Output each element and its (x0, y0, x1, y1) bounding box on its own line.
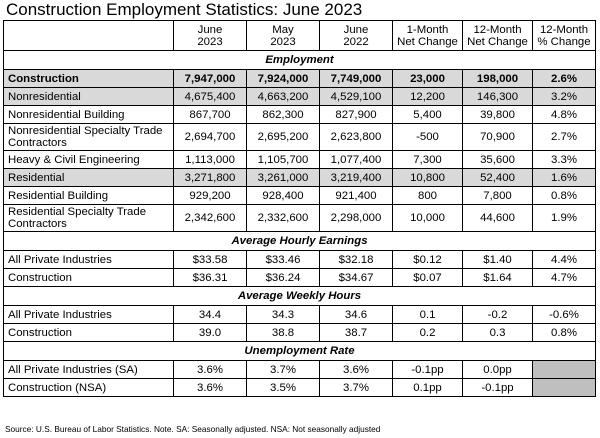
value-cell: 3.3% (533, 151, 596, 169)
table-row (4, 124, 596, 151)
column-header-row (4, 21, 596, 51)
section-heading: Average Weekly Hours (4, 287, 596, 306)
value-cell: 10,800 (393, 169, 463, 187)
value-cell: -0.2 (463, 306, 533, 324)
value-cell: 146,300 (463, 88, 533, 106)
value-cell: 2,623,800 (320, 124, 393, 151)
value-cell: 3.6% (174, 379, 247, 397)
row-label: Residential (4, 169, 174, 187)
value-cell: $36.31 (174, 269, 247, 287)
value-cell (533, 379, 596, 397)
value-cell: 198,000 (463, 70, 533, 88)
value-cell: 70,900 (463, 124, 533, 151)
value-cell: -0.1pp (463, 379, 533, 397)
section-heading-row (4, 342, 596, 361)
value-cell: 2,332,600 (247, 205, 320, 232)
value-cell: 928,400 (247, 187, 320, 205)
value-cell: 35,600 (463, 151, 533, 169)
value-cell: 0.2 (393, 324, 463, 342)
value-cell: -0.1pp (393, 361, 463, 379)
value-cell: 39,800 (463, 106, 533, 124)
row-label: Nonresidential Specialty Trade Contractors (4, 124, 174, 151)
value-cell: 0.1pp (393, 379, 463, 397)
header-corner-cell (4, 21, 174, 51)
value-cell: 0.8% (533, 187, 596, 205)
table-row (4, 106, 596, 124)
value-cell: 39.0 (174, 324, 247, 342)
table-row (4, 187, 596, 205)
value-cell: 5,400 (393, 106, 463, 124)
section-heading-row (4, 287, 596, 306)
row-label: All Private Industries (4, 251, 174, 269)
value-cell: 34.3 (247, 306, 320, 324)
value-cell: $33.46 (247, 251, 320, 269)
value-cell: 7,947,000 (174, 70, 247, 88)
table-row (4, 151, 596, 169)
section-heading: Unemployment Rate (4, 342, 596, 361)
value-cell: 1,077,400 (320, 151, 393, 169)
value-cell: 7,800 (463, 187, 533, 205)
row-label: All Private Industries (4, 306, 174, 324)
section-heading: Average Hourly Earnings (4, 232, 596, 251)
row-label: All Private Industries (SA) (4, 361, 174, 379)
value-cell: -500 (393, 124, 463, 151)
value-cell: 3,261,000 (247, 169, 320, 187)
value-cell: $33.58 (174, 251, 247, 269)
row-label: Residential Specialty Trade Contractors (4, 205, 174, 232)
value-cell: 1,113,000 (174, 151, 247, 169)
row-label: Nonresidential (4, 88, 174, 106)
table-row (4, 324, 596, 342)
section-heading: Employment (4, 51, 596, 70)
value-cell: 34.6 (320, 306, 393, 324)
value-cell: 3.6% (320, 361, 393, 379)
value-cell: $34.67 (320, 269, 393, 287)
value-cell: 10,000 (393, 205, 463, 232)
value-cell: 3.7% (247, 361, 320, 379)
value-cell: 929,200 (174, 187, 247, 205)
statistics-table (3, 20, 596, 397)
table-row (4, 269, 596, 287)
value-cell: 1.9% (533, 205, 596, 232)
value-cell: 2,694,700 (174, 124, 247, 151)
value-cell: 2.6% (533, 70, 596, 88)
value-cell: -0.6% (533, 306, 596, 324)
value-cell: 0.1 (393, 306, 463, 324)
value-cell: 52,400 (463, 169, 533, 187)
row-label: Construction (4, 324, 174, 342)
value-cell: 44,600 (463, 205, 533, 232)
table-row (4, 205, 596, 232)
table-row (4, 70, 596, 88)
table-row (4, 88, 596, 106)
value-cell: 921,400 (320, 187, 393, 205)
table-row (4, 379, 596, 397)
value-cell: 3.5% (247, 379, 320, 397)
value-cell: 3,219,400 (320, 169, 393, 187)
row-label: Construction (4, 70, 174, 88)
value-cell: 3.2% (533, 88, 596, 106)
value-cell (533, 361, 596, 379)
value-cell: $1.40 (463, 251, 533, 269)
value-cell: $0.12 (393, 251, 463, 269)
value-cell: 7,300 (393, 151, 463, 169)
section-heading-row (4, 51, 596, 70)
value-cell: 3.6% (174, 361, 247, 379)
column-header: 1-Month Net Change (393, 21, 463, 51)
table-row (4, 306, 596, 324)
value-cell: 23,000 (393, 70, 463, 88)
column-header: 12-Month Net Change (463, 21, 533, 51)
value-cell: 3,271,800 (174, 169, 247, 187)
value-cell: $0.07 (393, 269, 463, 287)
value-cell: 4,663,200 (247, 88, 320, 106)
table-row (4, 361, 596, 379)
row-label: Residential Building (4, 187, 174, 205)
value-cell: $1.64 (463, 269, 533, 287)
row-label: Heavy & Civil Engineering (4, 151, 174, 169)
value-cell: 3.7% (320, 379, 393, 397)
value-cell: 2,695,200 (247, 124, 320, 151)
value-cell: 0.3 (463, 324, 533, 342)
value-cell: 4,675,400 (174, 88, 247, 106)
value-cell: 4.7% (533, 269, 596, 287)
value-cell: $32.18 (320, 251, 393, 269)
page-title: Construction Employment Statistics: June 2023 (6, 0, 363, 19)
value-cell: 0.0pp (463, 361, 533, 379)
value-cell: 867,700 (174, 106, 247, 124)
value-cell: 38.7 (320, 324, 393, 342)
value-cell: 1.6% (533, 169, 596, 187)
section-heading-row (4, 232, 596, 251)
value-cell: 38.8 (247, 324, 320, 342)
value-cell: 2,298,000 (320, 205, 393, 232)
row-label: Construction (4, 269, 174, 287)
table-row (4, 169, 596, 187)
value-cell: 4.4% (533, 251, 596, 269)
column-header: June 2022 (320, 21, 393, 51)
value-cell: $36.24 (247, 269, 320, 287)
column-header: 12-Month % Change (533, 21, 596, 51)
value-cell: 12,200 (393, 88, 463, 106)
value-cell: 4.8% (533, 106, 596, 124)
value-cell: 1,105,700 (247, 151, 320, 169)
column-header: May 2023 (247, 21, 320, 51)
value-cell: 0.8% (533, 324, 596, 342)
value-cell: 7,924,000 (247, 70, 320, 88)
value-cell: 827,900 (320, 106, 393, 124)
row-label: Construction (NSA) (4, 379, 174, 397)
source-note: Source: U.S. Bureau of Labor Statistics. Note. SA: Seasonally adjusted. NSA: Not seasonally adjusted (5, 424, 381, 434)
value-cell: 862,300 (247, 106, 320, 124)
value-cell: 2,342,600 (174, 205, 247, 232)
value-cell: 4,529,100 (320, 88, 393, 106)
value-cell: 34.4 (174, 306, 247, 324)
row-label: Nonresidential Building (4, 106, 174, 124)
value-cell: 2.7% (533, 124, 596, 151)
value-cell: 800 (393, 187, 463, 205)
value-cell: 7,749,000 (320, 70, 393, 88)
table-row (4, 251, 596, 269)
column-header: June 2023 (174, 21, 247, 51)
